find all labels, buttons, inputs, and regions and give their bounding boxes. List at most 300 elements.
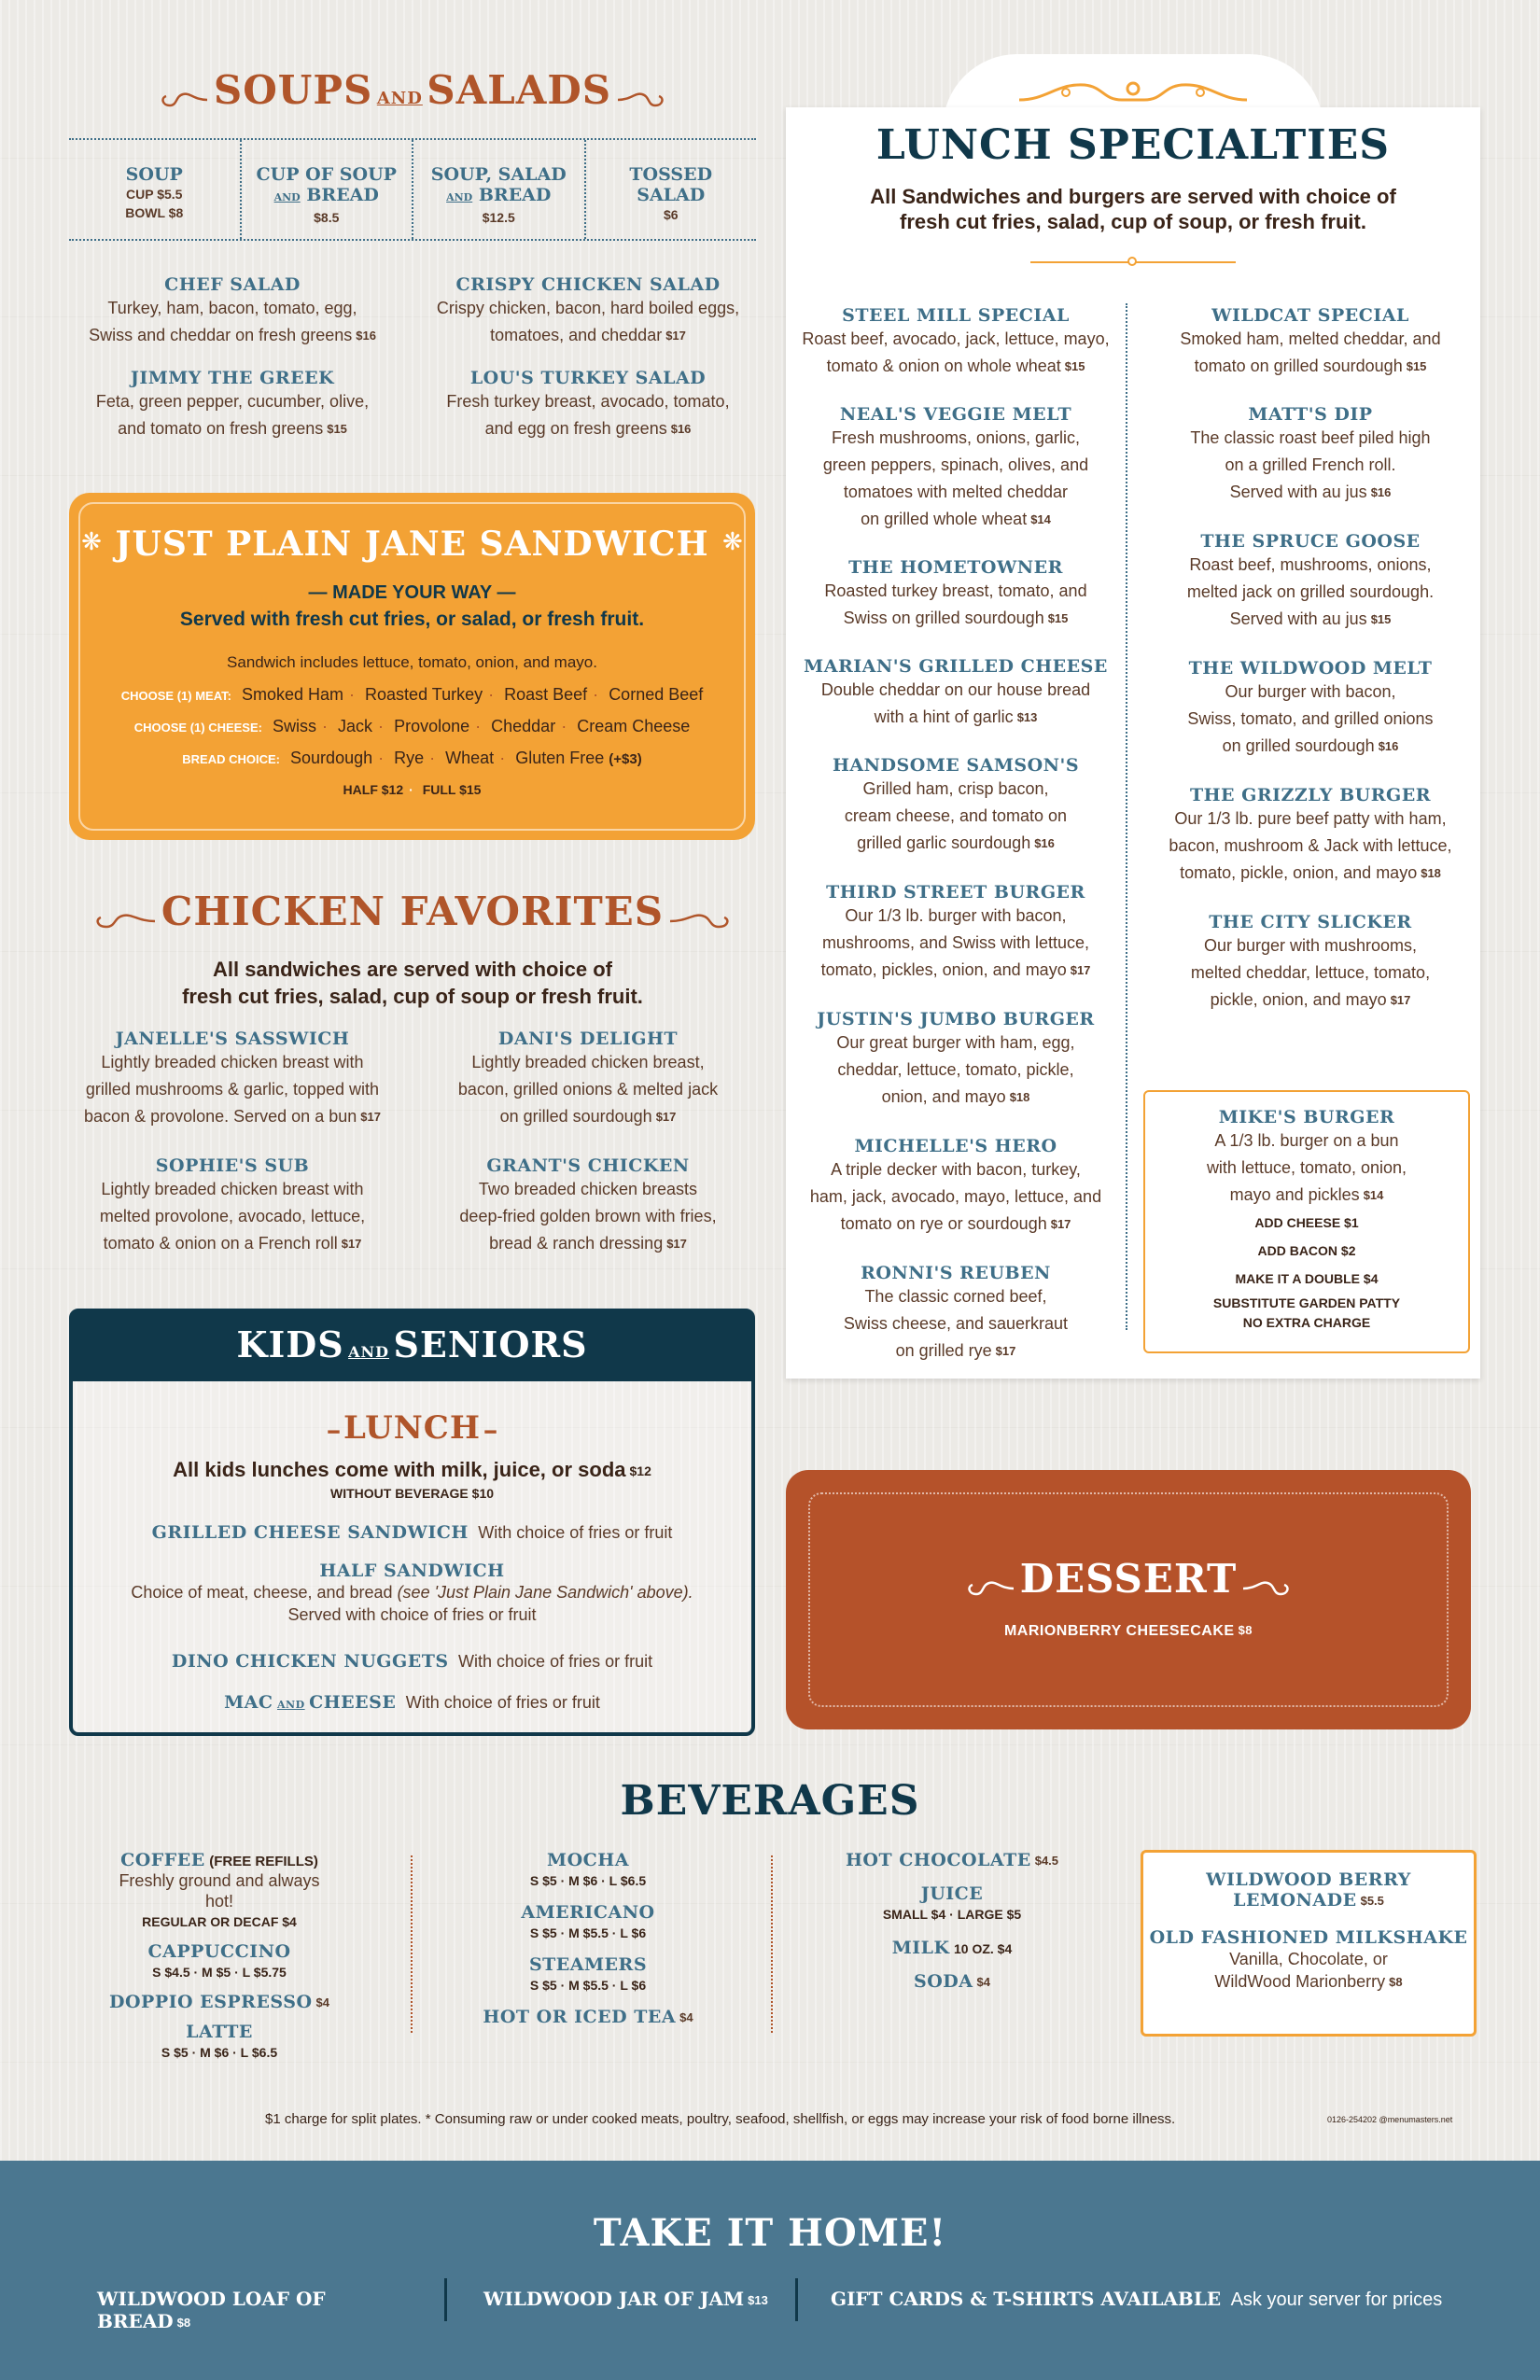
item-desc bbox=[69, 322, 396, 349]
item-name: SODA bbox=[914, 1971, 973, 1992]
menu-item bbox=[786, 656, 1126, 731]
jane-made: — MADE YOUR WAY — bbox=[308, 582, 516, 603]
item-desc-line: Fresh mushrooms, onions, garlic, bbox=[831, 428, 1081, 447]
kids-item bbox=[73, 1689, 751, 1716]
item-name: COFFEE bbox=[120, 1850, 205, 1870]
kids-lunch-heading bbox=[73, 1409, 751, 1447]
item-desc bbox=[786, 830, 1126, 857]
item-desc bbox=[1141, 479, 1480, 506]
item-price: $17 bbox=[341, 1237, 362, 1251]
dot-icon: · bbox=[349, 685, 356, 704]
item-desc-line: cheddar, lettuce, tomato, pickle, bbox=[837, 1060, 1074, 1079]
item-price: $17 bbox=[360, 1110, 381, 1124]
item-desc-line: on a grilled French roll. bbox=[1225, 455, 1396, 474]
item-name: CAPPUCCINO bbox=[147, 1941, 291, 1962]
menu-item bbox=[1141, 912, 1480, 1014]
jane-meat-row bbox=[69, 685, 755, 705]
cheese-option: Jack bbox=[338, 717, 373, 735]
print-code: 0126-254202 @menumasters.net bbox=[1327, 2115, 1453, 2124]
bev-sizes: S $5 · M $6 · L $6.5 bbox=[161, 2045, 278, 2060]
item-desc: With choice of fries or fruit bbox=[458, 1652, 653, 1671]
soup-col-price: BOWL $8 bbox=[125, 205, 184, 220]
item-name: HANDSOME SAMSON'S bbox=[832, 755, 1080, 776]
item-price: $17 bbox=[1390, 993, 1411, 1007]
bev-sizes: S $5 · M $6 · L $6.5 bbox=[529, 1873, 647, 1888]
item-name: MAC bbox=[224, 1692, 273, 1713]
item-desc: grilled mushrooms & garlic, topped with bbox=[85, 1080, 380, 1099]
bev-col-3 bbox=[821, 1850, 1083, 1992]
item-desc: Fresh turkey breast, avocado, tomato, bbox=[446, 392, 730, 411]
bev-sizes: S $4.5 · M $5 · L $5.75 bbox=[152, 1965, 287, 1980]
menu-item bbox=[1141, 785, 1480, 887]
lemonade-milkshake-box bbox=[1141, 1850, 1477, 2037]
soups-salads-header bbox=[69, 67, 756, 123]
mikes-burger-box bbox=[1143, 1090, 1470, 1353]
bev-doppio bbox=[103, 1992, 336, 2012]
lunch-sub bbox=[786, 184, 1480, 234]
flourish-right-icon bbox=[668, 910, 743, 932]
item-price: $5.5 bbox=[1360, 1894, 1384, 1908]
item-desc bbox=[1141, 452, 1480, 479]
dot-icon: · bbox=[488, 685, 495, 704]
coffee-reg: REGULAR OR DECAF $4 bbox=[142, 1914, 297, 1929]
item-desc bbox=[786, 1211, 1126, 1238]
chicken-sub-line: fresh cut fries, salad, cup of soup or fresh fruit. bbox=[182, 985, 643, 1008]
item-desc-line: Our burger with bacon, bbox=[1225, 682, 1396, 701]
item-desc bbox=[420, 1230, 756, 1257]
dessert-title-row bbox=[786, 1556, 1471, 1602]
item-name-and: AND bbox=[276, 1699, 305, 1711]
mike-add: ADD CHEESE $1 bbox=[1254, 1215, 1359, 1230]
bread-text: BREAD bbox=[306, 185, 379, 205]
item-price: $17 bbox=[1050, 1217, 1071, 1231]
item-desc bbox=[1141, 833, 1480, 860]
item-desc-line: on grilled whole wheat bbox=[861, 510, 1028, 528]
menu-item bbox=[69, 1155, 396, 1257]
item-name: JIMMY THE GREEK bbox=[130, 368, 335, 388]
item-desc-line: Roast beef, mushrooms, onions, bbox=[1189, 555, 1432, 574]
menu-item bbox=[69, 368, 396, 442]
item-desc bbox=[786, 506, 1126, 533]
item-desc bbox=[1143, 1970, 1474, 1994]
item-desc: melted provolone, avocado, lettuce, bbox=[99, 1207, 366, 1225]
bread-option: Gluten Free bbox=[515, 749, 605, 767]
item-desc-line: Served with au jus bbox=[1229, 483, 1367, 501]
menu-item bbox=[786, 305, 1126, 380]
dessert-panel bbox=[786, 1470, 1471, 1729]
item-name: MOCHA bbox=[547, 1850, 629, 1870]
item-desc bbox=[1141, 805, 1480, 833]
kids-item bbox=[73, 1648, 751, 1675]
loaf-name: WILDWOOD LOAF OF BREAD bbox=[97, 2288, 326, 2332]
soup-col-name: SOUP bbox=[125, 164, 183, 185]
soup-col-soup-salad-bread bbox=[413, 140, 586, 239]
item-desc: With choice of fries or fruit bbox=[478, 1523, 673, 1542]
cheese-option: Provolone bbox=[394, 717, 470, 735]
item-desc-line: tomato on grilled sourdough bbox=[1194, 357, 1403, 375]
jane-prices bbox=[69, 782, 755, 797]
item-desc-line: Served with au jus bbox=[1229, 609, 1367, 628]
item-price: $16 bbox=[356, 329, 376, 343]
ornament-left-icon: ━ bbox=[328, 1422, 340, 1443]
footer-divider bbox=[444, 2278, 447, 2321]
flourish-left-icon bbox=[153, 89, 209, 111]
soup-price-table bbox=[69, 138, 756, 241]
full-price: FULL $15 bbox=[422, 782, 482, 797]
item-desc-line: bacon & provolone. Served on a bun bbox=[84, 1107, 357, 1126]
kids-note-text: All kids lunches come with milk, juice, or soda bbox=[173, 1458, 626, 1481]
item-name: NEAL'S VEGGIE MELT bbox=[839, 404, 1072, 425]
item-name: THE CITY SLICKER bbox=[1209, 912, 1412, 932]
bev-sizes: S $5 · M $5.5 · L $6 bbox=[529, 1978, 647, 1993]
mike-content bbox=[1145, 1107, 1468, 1332]
item-desc bbox=[1145, 1182, 1468, 1209]
item-desc bbox=[1141, 733, 1480, 760]
meat-option: Smoked Ham bbox=[241, 685, 344, 704]
item-name: LEMONADE bbox=[1233, 1890, 1357, 1911]
item-name: MILK bbox=[891, 1938, 950, 1958]
and-text: AND bbox=[446, 191, 473, 203]
item-desc: Lightly breaded chicken breast with bbox=[101, 1053, 364, 1071]
bev-coffee bbox=[103, 1850, 336, 1870]
item-desc: Lightly breaded chicken breast with bbox=[101, 1180, 364, 1198]
item-name: STEAMERS bbox=[528, 1954, 648, 1975]
and-text: AND bbox=[273, 191, 301, 203]
item-desc-line: and tomato on fresh greens bbox=[118, 419, 324, 438]
bev-tea bbox=[467, 2007, 709, 2027]
bev-sizes: S $5 · M $5.5 · L $6 bbox=[529, 1925, 647, 1940]
kids-note bbox=[73, 1458, 751, 1482]
item-desc-line: Swiss, tomato, and grilled onions bbox=[1187, 709, 1434, 728]
item-desc-line: green peppers, spinach, olives, and bbox=[822, 455, 1089, 474]
cheese-option: Cream Cheese bbox=[577, 717, 691, 735]
item-desc-line: mushrooms, and Swiss with lettuce, bbox=[821, 933, 1090, 952]
item-price: $15 bbox=[1047, 611, 1069, 625]
item-desc bbox=[1141, 679, 1480, 706]
lemon-content bbox=[1143, 1869, 1474, 1994]
item-desc bbox=[69, 1103, 396, 1130]
menu-item bbox=[420, 1029, 756, 1130]
cheese-option: Cheddar bbox=[491, 717, 556, 735]
item-price: $17 bbox=[655, 1110, 677, 1124]
item-name: THIRD STREET BURGER bbox=[826, 882, 1085, 903]
dot-icon: · bbox=[378, 749, 385, 767]
item-desc-line: Our burger with mushrooms, bbox=[1203, 936, 1418, 955]
bread-option: Wheat bbox=[445, 749, 495, 767]
dessert-item bbox=[786, 1623, 1471, 1640]
item-desc: Served with choice of fries or fruit bbox=[287, 1605, 537, 1624]
item-desc-line: tomato on rye or sourdough bbox=[840, 1214, 1047, 1233]
mike-add: SUBSTITUTE GARDEN PATTY bbox=[1212, 1295, 1401, 1310]
item-desc bbox=[786, 930, 1126, 957]
meat-option: Corned Beef bbox=[609, 685, 704, 704]
item-desc bbox=[786, 704, 1126, 731]
dot-icon: · bbox=[475, 717, 482, 735]
kids-item-half bbox=[73, 1561, 751, 1626]
item-name: HOT OR ICED TEA bbox=[483, 2007, 677, 2027]
item-desc bbox=[420, 415, 756, 442]
kids-header-bar bbox=[73, 1312, 751, 1381]
item-desc-line: Roasted turkey breast, tomato, and bbox=[824, 581, 1087, 600]
item-desc-line: onion, and mayo bbox=[881, 1087, 1006, 1106]
soup-col-price: $12.5 bbox=[482, 210, 515, 225]
jane-served: Served with fresh cut fries, or salad, or fresh fruit. bbox=[179, 609, 645, 630]
gluten-free-extra: (+$3) bbox=[609, 751, 642, 767]
menu-item bbox=[1141, 658, 1480, 760]
item-desc: A 1/3 lb. burger on a bun bbox=[1214, 1131, 1399, 1150]
item-desc bbox=[1141, 706, 1480, 733]
item-desc-line: tomato, pickles, onion, and mayo bbox=[820, 960, 1067, 979]
lunch-sub-line: All Sandwiches and burgers are served with choice of bbox=[870, 185, 1396, 208]
item-price: $16 bbox=[670, 422, 692, 436]
item-desc-line: WildWood Marionberry bbox=[1214, 1972, 1386, 1991]
flourish-left-icon bbox=[82, 910, 157, 932]
soup-col-name bbox=[242, 185, 413, 208]
item-desc bbox=[786, 353, 1126, 380]
item-name: OLD FASHIONED MILKSHAKE bbox=[1149, 1927, 1468, 1948]
item-desc-line: Smoked ham, melted cheddar, and bbox=[1180, 329, 1441, 348]
bev-milk bbox=[821, 1938, 1083, 1958]
item-desc: Two breaded chicken breasts bbox=[478, 1180, 698, 1198]
item-price: $15 bbox=[1406, 359, 1427, 373]
soup-col-name: SOUP, SALAD bbox=[430, 164, 567, 185]
item-price: $16 bbox=[1378, 739, 1399, 753]
meat-label: CHOOSE (1) MEAT: bbox=[120, 689, 231, 703]
chicken-sub-line: All sandwiches are served with choice of bbox=[213, 958, 612, 981]
item-desc-line: Choice of meat, cheese, and bread bbox=[131, 1583, 393, 1602]
item-desc bbox=[786, 479, 1126, 506]
bev-col-2 bbox=[467, 1850, 709, 2027]
soup-col-name bbox=[413, 185, 584, 208]
item-name: DANI'S DELIGHT bbox=[497, 1029, 679, 1049]
item-desc: Crispy chicken, bacon, hard boiled eggs, bbox=[436, 299, 740, 317]
soup-col-cup-bread bbox=[242, 140, 414, 239]
item-name: MIKE'S BURGER bbox=[1218, 1107, 1395, 1127]
item-name: SOPHIE'S SUB bbox=[155, 1155, 310, 1176]
item-desc-line: melted jack on grilled sourdough. bbox=[1186, 582, 1435, 601]
menu-item bbox=[1141, 305, 1480, 380]
jane-includes: Sandwich includes lettuce, tomato, onion, and mayo. bbox=[227, 653, 597, 671]
bread-label: BREAD CHOICE: bbox=[182, 752, 281, 766]
item-desc bbox=[69, 415, 396, 442]
ornament-right-icon: ━ bbox=[484, 1422, 497, 1443]
item-desc bbox=[786, 425, 1126, 452]
item-desc bbox=[1141, 425, 1480, 452]
menu-item bbox=[786, 404, 1126, 533]
item-name: THE WILDWOOD MELT bbox=[1188, 658, 1433, 679]
item-name: WILDWOOD BERRY bbox=[1206, 1869, 1411, 1890]
dessert-item-name: MARIONBERRY CHEESECAKE bbox=[1003, 1623, 1235, 1639]
item-desc-line: The classic corned beef, bbox=[864, 1287, 1047, 1306]
item-desc bbox=[786, 1283, 1126, 1310]
flourish-right-icon bbox=[1241, 1577, 1297, 1600]
item-desc-line: bacon, mushroom & Jack with lettuce, bbox=[1169, 836, 1452, 855]
lunch-sub-line: fresh cut fries, salad, cup of soup, or fresh fruit. bbox=[900, 210, 1366, 233]
item-desc bbox=[1141, 860, 1480, 887]
soup-col-soup bbox=[69, 140, 242, 239]
item-desc-line: with a hint of garlic bbox=[874, 707, 1014, 726]
item-desc: Lightly breaded chicken breast, bbox=[471, 1053, 705, 1071]
item-price: $14 bbox=[1363, 1188, 1384, 1202]
gift-note: Ask your server for prices bbox=[1230, 2289, 1443, 2310]
item-desc bbox=[786, 1156, 1126, 1183]
item-price: $15 bbox=[1370, 612, 1392, 626]
item-desc-line: pickle, onion, and mayo bbox=[1210, 990, 1387, 1009]
menu-item bbox=[69, 274, 396, 349]
item-name: LOU'S TURKEY SALAD bbox=[469, 368, 707, 388]
jam-price: $13 bbox=[748, 2293, 768, 2307]
dot-icon: · bbox=[409, 782, 413, 797]
item-desc bbox=[786, 677, 1126, 704]
menu-item bbox=[786, 1263, 1126, 1365]
footer-loaf bbox=[97, 2288, 414, 2332]
item-desc bbox=[786, 326, 1126, 353]
jane-title: JUST PLAIN JANE SANDWICH bbox=[115, 525, 709, 564]
item-desc: Freshly ground and always hot! bbox=[119, 1871, 320, 1911]
menu-item bbox=[786, 882, 1126, 984]
item-desc bbox=[1141, 987, 1480, 1014]
item-desc-line: The classic roast beef piled high bbox=[1190, 428, 1431, 447]
dot-icon: · bbox=[593, 685, 599, 704]
item-price: $17 bbox=[666, 1237, 687, 1251]
item-desc: with lettuce, tomato, onion, bbox=[1206, 1158, 1407, 1177]
item-desc-line: on grilled sourdough bbox=[1222, 736, 1375, 755]
item-desc bbox=[786, 1057, 1126, 1084]
item-desc-line: Our 1/3 lb. pure beef patty with ham, bbox=[1174, 809, 1447, 828]
footer-title: TAKE IT HOME! bbox=[593, 2211, 947, 2255]
item-name: WILDCAT SPECIAL bbox=[1211, 305, 1409, 326]
dot-icon: · bbox=[429, 749, 436, 767]
kids-title-left: KIDS bbox=[236, 1323, 344, 1365]
item-price: $13 bbox=[1016, 710, 1038, 724]
item-name: THE HOMETOWNER bbox=[848, 557, 1063, 578]
bread-text: BREAD bbox=[478, 185, 552, 205]
item-desc-line: tomato & onion on whole wheat bbox=[826, 357, 1061, 375]
flourish-right-icon bbox=[616, 89, 672, 111]
item-desc: bacon, grilled onions & melted jack bbox=[457, 1080, 719, 1099]
item-desc-line: Our great burger with ham, egg, bbox=[836, 1033, 1075, 1052]
item-name: DOPPIO ESPRESSO bbox=[109, 1992, 313, 2012]
item-price: $16 bbox=[1034, 836, 1055, 850]
item-name: GRANT'S CHICKEN bbox=[486, 1155, 690, 1176]
dot-icon: · bbox=[322, 717, 329, 735]
item-desc-note: (see 'Just Plain Jane Sandwich' above). bbox=[397, 1583, 693, 1602]
item-name: HOT CHOCOLATE bbox=[845, 1850, 1031, 1870]
item-desc: Vanilla, Chocolate, or bbox=[1229, 1950, 1388, 1968]
item-name: DINO CHICKEN NUGGETS bbox=[171, 1651, 449, 1672]
item-name: THE SPRUCE GOOSE bbox=[1200, 531, 1421, 552]
item-price: $4 bbox=[679, 2010, 693, 2024]
item-desc-line: Swiss on grilled sourdough bbox=[843, 609, 1044, 627]
jane-cheese-row bbox=[69, 717, 755, 736]
item-desc bbox=[1141, 552, 1480, 579]
item-desc-line: Swiss cheese, and sauerkraut bbox=[843, 1314, 1069, 1333]
chicken-header bbox=[69, 889, 756, 934]
item-desc bbox=[1141, 606, 1480, 633]
soup-col-name: CUP OF SOUP bbox=[256, 164, 397, 185]
menu-item bbox=[786, 1009, 1126, 1111]
kids-title bbox=[73, 1323, 751, 1365]
menu-item bbox=[1141, 531, 1480, 633]
item-name: JANELLE'S SASSWICH bbox=[115, 1029, 350, 1049]
bev-col-1 bbox=[103, 1850, 336, 2063]
ornament-left-icon: ❋ bbox=[81, 527, 102, 555]
item-name: JUICE bbox=[920, 1883, 984, 1904]
item-name: MATT'S DIP bbox=[1248, 404, 1373, 425]
item-desc bbox=[73, 1581, 751, 1603]
item-price: $18 bbox=[1009, 1090, 1030, 1104]
beverages-title: BEVERAGES bbox=[620, 1777, 920, 1825]
item-desc bbox=[1141, 353, 1480, 380]
menu-item bbox=[420, 1155, 756, 1257]
jane-sandwich-panel bbox=[69, 493, 755, 840]
item-name: STEEL MILL SPECIAL bbox=[842, 305, 1070, 326]
footer-jam bbox=[483, 2288, 782, 2310]
jam-name: WILDWOOD JAR OF JAM bbox=[483, 2288, 745, 2310]
menu-item bbox=[786, 557, 1126, 632]
kids-seniors-panel bbox=[69, 1309, 755, 1736]
item-desc bbox=[786, 452, 1126, 479]
item-desc bbox=[786, 903, 1126, 930]
item-name: JUSTIN'S JUMBO BURGER bbox=[817, 1009, 1095, 1029]
item-name: MICHELLE'S HERO bbox=[854, 1136, 1057, 1156]
mike-add: NO EXTRA CHARGE bbox=[1242, 1315, 1371, 1330]
item-name: RONNI'S REUBEN bbox=[861, 1263, 1051, 1283]
meat-option: Roast Beef bbox=[504, 685, 588, 704]
loaf-price: $8 bbox=[176, 2316, 191, 2330]
item-name: CHEESE bbox=[309, 1692, 397, 1713]
item-desc bbox=[786, 957, 1126, 984]
footer-divider bbox=[795, 2278, 798, 2321]
bev-divider bbox=[411, 1855, 413, 2033]
jane-bread-row bbox=[69, 749, 755, 768]
kids-note-price: $12 bbox=[629, 1463, 651, 1478]
bev-soda bbox=[821, 1971, 1083, 1992]
bread-option: Sourdough bbox=[290, 749, 373, 767]
item-name: CRISPY CHICKEN SALAD bbox=[455, 274, 721, 295]
item-price: $14 bbox=[1030, 512, 1051, 526]
item-price: $16 bbox=[1370, 485, 1392, 499]
item-desc-line: Grilled ham, crisp bacon, bbox=[862, 779, 1049, 798]
item-price: $17 bbox=[665, 329, 686, 343]
item-desc-line: tomato, pickle, onion, and mayo bbox=[1180, 863, 1418, 882]
item-desc bbox=[1141, 959, 1480, 987]
item-desc-line: cream cheese, and tomato on bbox=[844, 806, 1068, 825]
item-name: HALF SANDWICH bbox=[319, 1561, 505, 1581]
item-price: $15 bbox=[327, 422, 347, 436]
item-desc bbox=[786, 1337, 1126, 1365]
kids-title-right: SENIORS bbox=[393, 1323, 588, 1365]
footnote: $1 charge for split plates. * Consuming raw or under cooked meats, poultry, seafood, shellfish, or eggs may increase your risk of food borne illness. bbox=[265, 2111, 1176, 2127]
jane-title-row bbox=[69, 525, 755, 564]
item-desc-line: Roast beef, avocado, jack, lettuce, mayo, bbox=[802, 329, 1110, 348]
bev-divider bbox=[771, 1855, 773, 2033]
item-name: AMERICANO bbox=[521, 1902, 655, 1923]
coffee-free: (FREE REFILLS) bbox=[209, 1854, 318, 1869]
item-desc bbox=[1141, 932, 1480, 959]
item-name: GRILLED CHEESE SANDWICH bbox=[151, 1522, 469, 1543]
item-desc: Turkey, ham, bacon, tomato, egg, bbox=[107, 299, 357, 317]
flourish-left-icon bbox=[959, 1577, 1015, 1600]
item-desc bbox=[1141, 579, 1480, 606]
item-desc-line: Our 1/3 lb. burger with bacon, bbox=[845, 906, 1067, 925]
item-price: $15 bbox=[1064, 359, 1085, 373]
item-price: $4 bbox=[976, 1975, 990, 1989]
menu-item bbox=[1141, 404, 1480, 506]
soup-col-name: TOSSED bbox=[629, 164, 713, 185]
item-price: $8 bbox=[1389, 1975, 1403, 1989]
meat-option: Roasted Turkey bbox=[365, 685, 483, 704]
